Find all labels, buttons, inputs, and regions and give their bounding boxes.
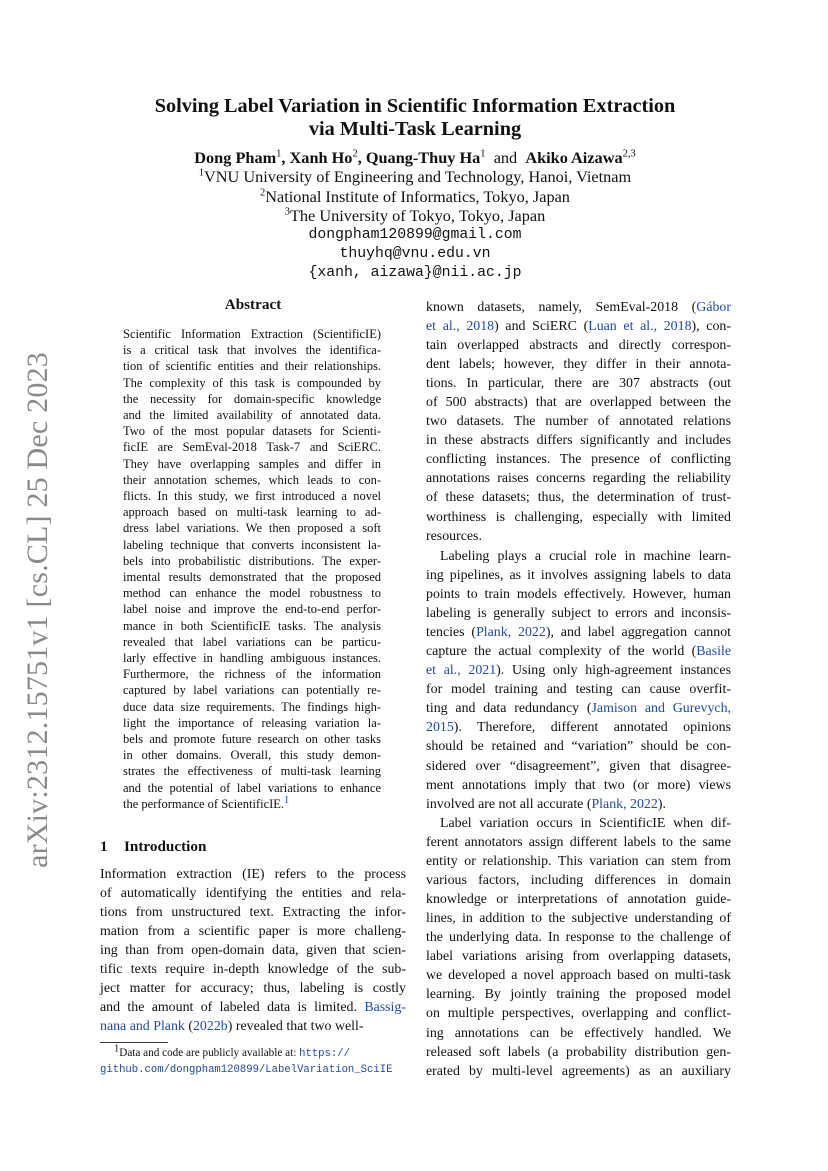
footnote — [100, 1043, 406, 1078]
paragraph — [426, 298, 731, 546]
text-line: ing than from open-domain data, given that scien- — [100, 943, 406, 959]
author-affiliation-mark: 2,3 — [622, 148, 636, 160]
author-affiliation-mark: 1 — [276, 148, 282, 160]
arxiv-stamp: arXiv:2312.15751v1 [cs.CL] 25 Dec 2023 — [21, 352, 54, 868]
affiliation — [100, 187, 730, 206]
text-line: and the amount of labeled data is limited. Bassig- — [100, 1000, 406, 1016]
email: dongpham120899@gmail.com — [308, 226, 522, 243]
text-line: ment annotations imply that two (or more) views — [426, 777, 731, 793]
text-line: ing pipelines, as it involves assigning labels to data — [426, 568, 731, 584]
text-line: of automatically identifying the entities and rela- — [100, 886, 406, 902]
section-title: Introduction — [124, 838, 207, 855]
citation-link[interactable]: Basile — [696, 644, 731, 660]
author-name: Akiko Aizawa — [525, 148, 623, 167]
author-name: Quang-Thuy Ha — [365, 148, 481, 167]
citation-link[interactable]: Jamison and Gurevych, — [591, 701, 731, 717]
affiliation-text: National Institute of Informatics, Tokyo, Japan — [265, 186, 570, 206]
footnote-mark[interactable]: 1 — [284, 794, 290, 806]
text-line: of these datasets; thus, the determination of trust- — [426, 490, 731, 506]
text-line: nana and Plank (2022b) revealed that two well- — [100, 1019, 364, 1035]
text-line: tion of scientific entities and their relationships. — [123, 359, 381, 374]
text-line: two datasets. The number of annotated relations — [426, 414, 731, 430]
text-line: Information extraction (IE) refers to the process — [100, 867, 406, 882]
text-line: tencies (Plank, 2022), and label aggregation cannot — [426, 625, 732, 641]
text-line: tions from unstructured text. Extracting the infor- — [100, 905, 406, 921]
intro-paragraph — [100, 865, 406, 1036]
text-line: bels into probabilistic distributions. The exper- — [123, 553, 381, 568]
text-line: strates the effectiveness of multi-task learning — [123, 764, 381, 779]
text-line: method can enhance the model robustness to — [123, 586, 381, 601]
text-line: duce data size requirements. The findings high- — [123, 699, 381, 714]
affiliation-text: VNU University of Engineering and Technology, Hanoi, Vietnam — [204, 167, 632, 187]
citation-link[interactable]: Bassig- — [364, 1000, 406, 1016]
text-line: the performance of ScientificIE.$^1$ — [123, 794, 290, 811]
text-line: ting and data redundancy (Jamison and Gurevych, — [426, 701, 731, 717]
affiliation — [100, 206, 730, 225]
author-name: Dong Pham — [194, 148, 277, 167]
paragraph — [426, 814, 731, 1081]
footnote-line: $^1$Data and code are publicly available at: https:// — [114, 1043, 350, 1060]
text-line: Labeling plays a crucial role in machine learn- — [440, 549, 731, 564]
text-line: lines, in addition to the subjective understanding of — [426, 911, 731, 927]
affiliation-text: The University of Tokyo, Tokyo, Japan — [289, 206, 546, 226]
text-line: captured by label variations can potentially re- — [123, 683, 381, 698]
author-name: Xanh Ho — [289, 148, 353, 167]
text-line: conflicting instances. The presence of conflicting — [426, 452, 731, 468]
text-line: label noise and improve the end-to-end perfor- — [123, 602, 381, 617]
text-line: ferent annotators assign different labels to the same — [426, 835, 731, 851]
email: thuyhq@vnu.edu.vn — [339, 246, 491, 263]
text-line: known datasets, namely, SemEval-2018 (Gábor — [426, 300, 731, 315]
citation-link[interactable]: 2015 — [426, 720, 454, 736]
text-line: The complexity of this task is compounded by — [123, 375, 381, 390]
text-line: learning. By jointly training the proposed model — [426, 987, 731, 1003]
text-line: for model training and testing can cause overfit- — [426, 682, 731, 698]
authors-block — [100, 148, 730, 284]
text-line: dress label variations. We then proposed a soft — [123, 521, 381, 536]
text-line: in these abstracts differs significantly and includes — [426, 433, 731, 449]
text-line: should be retained and “variation” should be con- — [426, 739, 731, 755]
text-line: the underlying data. In response to the challenge of — [426, 930, 731, 946]
text-line: bels and promote future research on other tasks — [123, 732, 381, 747]
abstract-body — [123, 326, 381, 812]
text-line: labeling is generally subject to errors and inconsis- — [426, 606, 731, 622]
text-line: They have overlapping samples and differ in — [123, 456, 381, 471]
text-line: dent labels; however, they differ in their annota- — [426, 357, 731, 373]
text-line: mation from a scientific paper is more challeng- — [100, 924, 406, 940]
affiliation-mark: 3 — [284, 206, 290, 218]
footnote-url[interactable]: https:// — [299, 1048, 350, 1060]
title-line-1: Solving Label Variation in Scientific Information Extraction — [154, 95, 676, 117]
text-line: is a critical task that involves the identifica- — [123, 343, 381, 358]
author-affiliation-mark: 1 — [480, 148, 486, 160]
citation-link[interactable]: Plank, 2022 — [591, 796, 658, 812]
footnote-mark: 1 — [114, 1043, 120, 1055]
citation-link[interactable]: Plank, 2022 — [476, 625, 546, 641]
text-line: ject matter for accuracy; thus, labeling is costly — [100, 981, 406, 997]
text-line: revealed that label variations can be particu- — [123, 634, 381, 649]
text-line: worthiness is challenging, especially with limited — [426, 509, 731, 525]
text-line: approach based on multi-task learning to ad- — [123, 505, 381, 520]
author-line: Dong Pham$^1$, Xanh Ho$^2$, Quang-Thuy Ha$^1$ and Akiko Aizawa$^{2,3}$ — [194, 148, 636, 167]
text-line: on multiple perspectives, overlapping and conflict- — [426, 1006, 731, 1022]
affiliation — [100, 167, 730, 186]
author-affiliation-mark: 2 — [352, 148, 358, 160]
text-line: Scientific Information Extraction (ScientificIE) — [123, 327, 381, 341]
text-line: Two of the most popular datasets for Scienti- — [123, 424, 381, 439]
paragraph — [426, 547, 731, 814]
text-line: et al., 2021). Using only high-agreement instances — [426, 663, 731, 679]
section-heading — [100, 838, 206, 856]
footnote-divider — [100, 1042, 168, 1043]
text-line: ficIE are SemEval-2018 Task-7 and SciERC. — [123, 440, 381, 455]
text-line: resources. — [426, 528, 482, 544]
text-line: labeling technique that converts inconsistent la- — [123, 537, 381, 552]
text-line: the necessity for domain-specific knowledge — [123, 391, 381, 406]
text-line: and the potential of label variations to enhance — [123, 780, 381, 795]
text-line: released soft labels (a probability distribution gen- — [426, 1044, 731, 1060]
text-line: various factors, including differences in domain — [426, 873, 731, 889]
text-line: larly effective in handling ambiguous instances. — [123, 651, 381, 666]
text-line: entity or relationship. This variation can stem from — [426, 854, 731, 870]
text-line: involved are not all accurate (Plank, 2022). — [426, 796, 666, 812]
text-line: we developed a novel approach based on multi-task — [426, 968, 731, 984]
citation-link[interactable]: Gábor — [696, 300, 731, 315]
text-line: of 500 abstracts) that are overlapped between the — [426, 395, 731, 411]
text-line: et al., 2018) and SciERC (Luan et al., 2018), con- — [426, 319, 731, 335]
abstract-heading: Abstract — [224, 296, 282, 313]
paper-title — [100, 95, 730, 141]
section-number: 1 — [100, 838, 108, 855]
text-line: light the importance of releasing variation la- — [123, 715, 381, 730]
text-line: mance in both ScientificIE tasks. The analysis — [123, 618, 381, 633]
text-line: tain overlapped abstracts and directly correspon- — [426, 338, 731, 354]
text-line: points to train models effectively. However, human — [426, 587, 731, 603]
title-line-2: via Multi-Task Learning — [308, 118, 522, 140]
text-line: ing annotations can be effectively handled. We — [426, 1025, 731, 1041]
text-line: tific texts require in-depth knowledge of the sub- — [100, 962, 406, 978]
affiliation-mark: 1 — [198, 167, 205, 179]
citation-link[interactable]: Luan et al., 2018 — [588, 319, 692, 335]
text-line: annotations raises concerns regarding the reliability — [426, 471, 731, 487]
text-line: in other domains. Overall, this study demon- — [123, 748, 381, 763]
text-line: tions. In particular, there are 307 abstracts (out — [426, 376, 731, 392]
text-line: Label variation occurs in ScientificIE when dif- — [440, 816, 731, 831]
citation-link[interactable]: et al., 2018 — [426, 319, 495, 335]
citation-link[interactable]: 2022b — [192, 1019, 228, 1035]
text-line: knowledge or interpretations of annotation guide- — [426, 892, 731, 908]
citation-link[interactable]: nana and Plank — [100, 1019, 185, 1035]
text-line: sidered over “disagreement”, given that disagree- — [426, 758, 731, 774]
text-line: erated by multi-level agreements) as an auxiliary — [426, 1063, 731, 1079]
text-line: and the limited availability of annotated data. — [123, 408, 381, 423]
text-line: capture the actual complexity of the world (Basile — [426, 644, 731, 660]
email: {xanh, aizawa}@nii.ac.jp — [308, 265, 522, 282]
text-line: flicts. In this study, we first introduced a novel — [123, 489, 381, 504]
citation-link[interactable]: et al., 2021 — [426, 663, 497, 679]
text-line: label variations arising from overlapping datasets, — [426, 949, 731, 965]
footnote-url[interactable]: github.com/dongpham120899/LabelVariation_SciIE — [100, 1064, 393, 1076]
text-line: imental results demonstrated that the proposed — [123, 570, 381, 585]
footnote-line — [100, 1062, 406, 1078]
text-line: Furthermore, the richness of the information — [123, 667, 381, 682]
text-line: their annotation schemes, which leads to con- — [123, 472, 381, 487]
affiliation-mark: 2 — [260, 187, 266, 199]
text-line: 2015). Therefore, different annotated opinions — [426, 720, 731, 736]
author-conjunction: and — [493, 148, 518, 167]
